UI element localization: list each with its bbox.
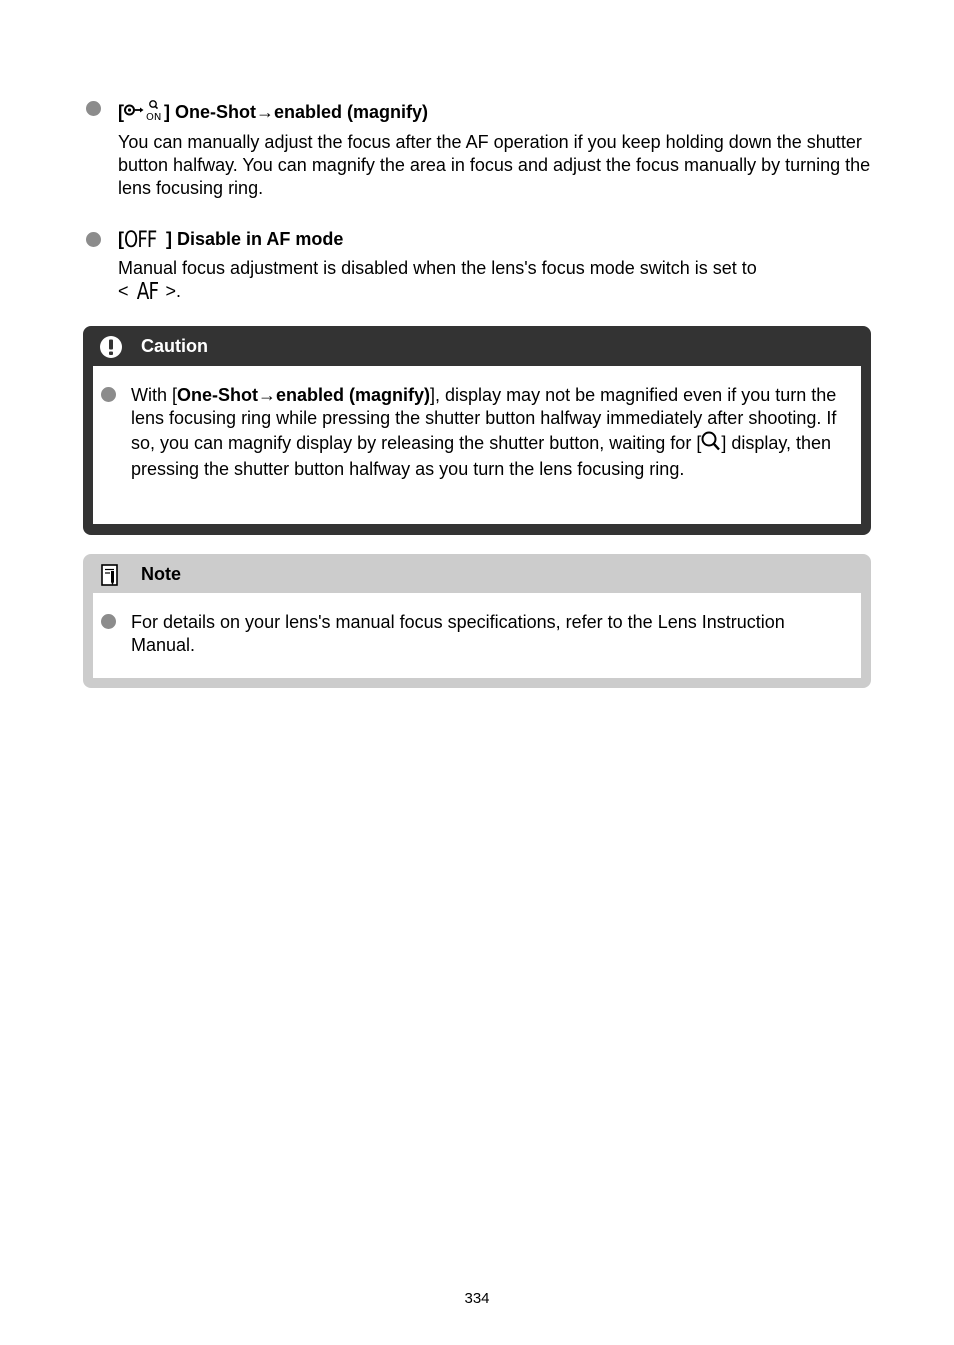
caution-text: With [One-Shot→enabled (magnify)], display may not be magnified even if you turn the lens focusing ring while pressing the shutter button halfway immediately after shooting. If so, you can magnify display by releasing the shutter button, waiting for [ ] display, then pressing the shutter button halfway as you turn the lens focusing ring. bbox=[131, 385, 837, 479]
note-content bbox=[93, 593, 861, 678]
page-number: 334 bbox=[464, 1290, 490, 1307]
note-title: Note bbox=[141, 564, 181, 584]
option-one-shot-magnify bbox=[86, 99, 876, 200]
bullet bbox=[101, 387, 116, 402]
list-item bbox=[93, 384, 861, 481]
list-item bbox=[93, 611, 861, 657]
caution-content bbox=[93, 366, 861, 524]
caution-header bbox=[83, 326, 871, 366]
af-glyph: AF bbox=[136, 279, 158, 305]
svg-text:ON: ON bbox=[146, 112, 162, 121]
option-disable-in-af bbox=[86, 228, 876, 304]
bullet bbox=[86, 101, 101, 116]
bullet bbox=[101, 614, 116, 629]
option-heading: [ ON ] One-Shot→enabled (magnify) bbox=[118, 99, 876, 126]
option-description: Manual focus adjustment is disabled when the lens's focus mode switch is set to < AF >. bbox=[118, 258, 757, 305]
note-text: For details on your lens's manual focus specifications, refer to the Lens Instruction Manual. bbox=[131, 612, 785, 655]
note-pencil-icon bbox=[98, 563, 124, 587]
off-glyph: OFF bbox=[124, 228, 157, 253]
note-header bbox=[83, 554, 871, 594]
bullet bbox=[86, 232, 101, 247]
af-then-magnify-mf-icon bbox=[124, 99, 164, 126]
caution-title: Caution bbox=[141, 336, 208, 356]
exclamation-icon bbox=[98, 335, 124, 359]
note-box bbox=[83, 554, 871, 688]
option-description: You can manually adjust the focus after the AF operation if you keep holding down the shutter button halfway. You can magnify the area in focus and adjust the focus manually by turning the lens focusing ring. bbox=[118, 132, 871, 198]
caution-box bbox=[83, 326, 871, 535]
magnify-icon bbox=[701, 430, 721, 458]
option-heading: [OFF ] Disable in AF mode bbox=[118, 228, 344, 253]
